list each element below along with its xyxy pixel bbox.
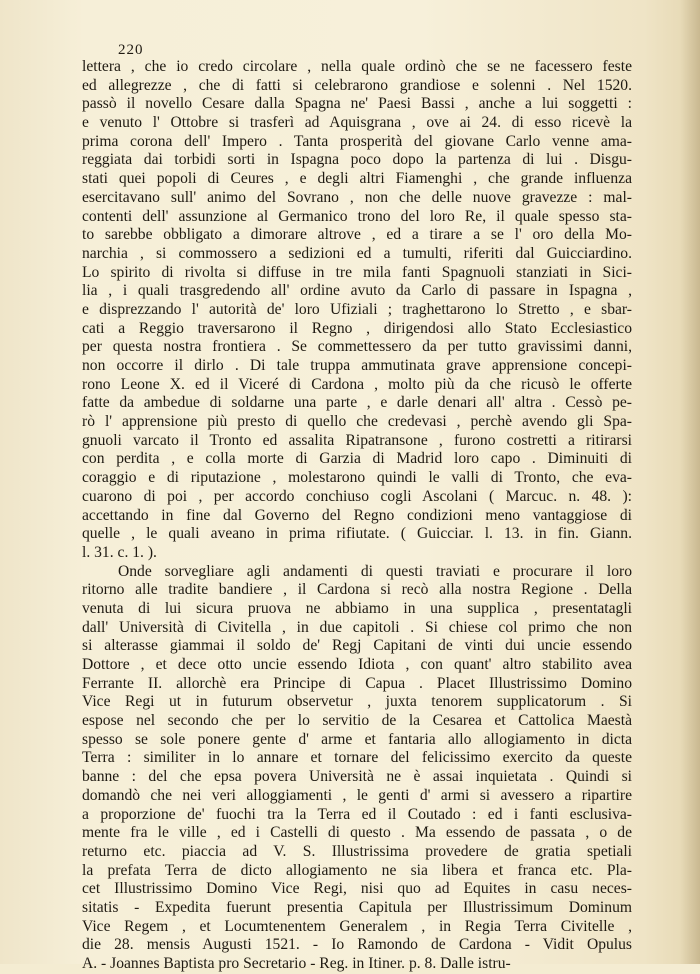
text-line: si alterasse giammai il soldo de' Regj Capitani de vinti dui uncie essendo — [82, 637, 632, 655]
text-line: ed allegrezze , che di fatti si celebrarono grandiose e solenni . Nel 1520. — [82, 76, 632, 94]
text-line: cet Illustrissimo Domino Vice Regi, nisi quo ad Equites in casu neces- — [82, 880, 632, 898]
text-line: rono Leone X. ed il Viceré di Cardona , molto più da che ricusò le offerte — [82, 375, 632, 393]
text-line: Vice Regem , et Locumtenentem Generalem , in Regia Terra Civitelle , — [82, 917, 632, 935]
text-line: mente fra le ville , ed i Castelli di questo . Ma essendo de passata , o de — [82, 824, 632, 842]
text-line: Vice Regi ut in futurum observetur , juxta tenorem supplicatorum . Si — [82, 693, 632, 711]
text-line: narchia , si commossero a sedizioni ed a tumulti, riferiti dal Guicciardino. — [82, 244, 632, 262]
text-line: contenti dell' assunzione al Germanico trono del loro Re, il quale spesso sta- — [82, 207, 632, 225]
text-line: banne : del che epsa povera Università ne è assai inquietata . Quindi si — [82, 768, 632, 786]
text-line: spesso se sole ponere gente d' arme et fantaria allo allogiamento in dicta — [82, 730, 632, 748]
text-line: Terra : similiter in lo annare et tornare del felicissimo exercito da queste — [82, 749, 632, 767]
text-line: quelle , le quali aveano in prima rifiutate. ( Guicciar. l. 13. in fin. Giann. — [82, 525, 632, 543]
text-line: to sarebbe obbligato a dimorare altrove , ed a tirare a se l' oro della Mo- — [82, 226, 632, 244]
text-line: con perdita , e colla morte di Garzia di Madrid loro capo . Diminuiti di — [82, 450, 632, 468]
text-line: cati a Reggio traversarono il Regno , dirigendosi allo Stato Ecclesiastico — [82, 319, 632, 337]
text-line: sitatis - Expedita fuerunt presentia Capitula per Illustrissimum Dominum — [82, 898, 632, 916]
text-line: rò l' apprensione più presto di quello che credevasi , perchè avendo gli Spa- — [82, 413, 632, 431]
paragraph-2 — [82, 563, 632, 974]
text-line: la prefata Terra de dicto allogiamento ne sia libera et franca etc. Pla- — [82, 861, 632, 879]
text-line: die 28. mensis Augusti 1521. - Io Ramondo de Cardona - Vidit Opulus — [82, 936, 632, 954]
text-line: lia , i quali trasgredendo all' ordine avuto da Carlo di passare in Ispagna , — [82, 282, 632, 300]
text-line: accettando in fine dal Governo del Regno condizioni meno vantaggiose di — [82, 506, 632, 524]
text-line: gnuoli varcato il Tronto ed assalita Ripatransone , furono costretti a ritirarsi — [82, 431, 632, 449]
page-gutter-shadow — [680, 0, 700, 964]
text-line: Ferrante II. allorchè era Principe di Capua . Placet Illustrissimo Domino — [82, 674, 632, 692]
text-line: a proporzione de' fuochi tra la Terra ed il Coutado : ed i fanti esclusiva- — [82, 805, 632, 823]
text-line: passò il novello Cesare dalla Spagna ne' Paesi Bassi , anche a lui soggetti : — [82, 95, 632, 113]
text-line: Onde sorvegliare agli andamenti di questi traviati e procurare il loro — [118, 562, 632, 580]
text-line: Dottore , et dece otto uncie essendo Idiota , con quant' altro stabilito avea — [82, 656, 632, 673]
paragraph-1 — [82, 58, 632, 563]
text-line: Lo spirito di rivolta si diffuse in tre mila fanti Spagnuoli stanziati in Sici- — [82, 263, 632, 281]
text-line: l. 31. c. 1. ). — [82, 543, 157, 561]
text-line: domandò che nei veri alloggiamenti , le genti d' armi si avessero a ripartire — [82, 786, 632, 804]
text-line: prima corona dell' Impero . Tanta prosperità del giovane Carlo venne ama- — [82, 132, 632, 150]
text-line: coraggio e di riputazione , molestarono quindi le valli di Tronto, che eva- — [82, 469, 632, 487]
text-line: espose nel secondo che per lo servitio de la Cesarea et Cattolica Maestà — [82, 712, 632, 730]
text-line: reggiata dai torbidi sorti in Ispagna poco dopo la partenza di lui . Disgu- — [82, 151, 632, 169]
body-text — [82, 58, 632, 974]
text-line: non occorre il dirlo . Di tale truppa ammutinata grave apprensione concepi- — [82, 357, 632, 374]
text-line: e disprezzando l' autorità de' loro Ufiziali ; traghettarono lo Stretto , e sbar- — [82, 300, 632, 318]
text-line: lettera , che io credo circolare , nella quale ordinò che se ne facessero feste — [82, 58, 632, 75]
page-number: 220 — [118, 42, 144, 58]
text-line: esercitavano sull' animo del Sovrano , non che delle nuove gravezze : mal- — [82, 188, 632, 206]
text-line: dall' Università di Civitella , in due capitoli . Si chiese col primo che non — [82, 618, 632, 636]
text-line: returno etc. piaccia ad V. S. Illustrissima provedere de gratia spetiali — [82, 842, 632, 860]
text-line: stati quei popoli di Ceures , e degli altri Fiamenghi , che grande influenza — [82, 170, 632, 188]
text-line: ritorno alle tradite bandiere , il Cardona si recò alla nostra Regione . Della — [82, 581, 632, 599]
text-line: fatte da ambedue di soldarne una parte , e darle denari all' altra . Cessò pe- — [82, 394, 632, 412]
text-line: A. - Joannes Baptista pro Secretario - Reg. in Itiner. p. 8. Dalle istru- — [82, 955, 511, 972]
text-line: e venuto l' Ottobre si trasferì ad Aquisgrana , ove ai 24. di esso ricevè la — [82, 114, 632, 132]
text-line: venuta di lui sicura pruova ne abbiamo in una supplica , presentatagli — [82, 599, 632, 617]
text-line: per questa nostra frontiera . Se commettessero da per tutto gravissimi danni, — [82, 338, 632, 356]
text-line: cuarono di poi , per accordo conchiuso cogli Ascolani ( Marcuc. n. 48. ): — [82, 487, 632, 505]
